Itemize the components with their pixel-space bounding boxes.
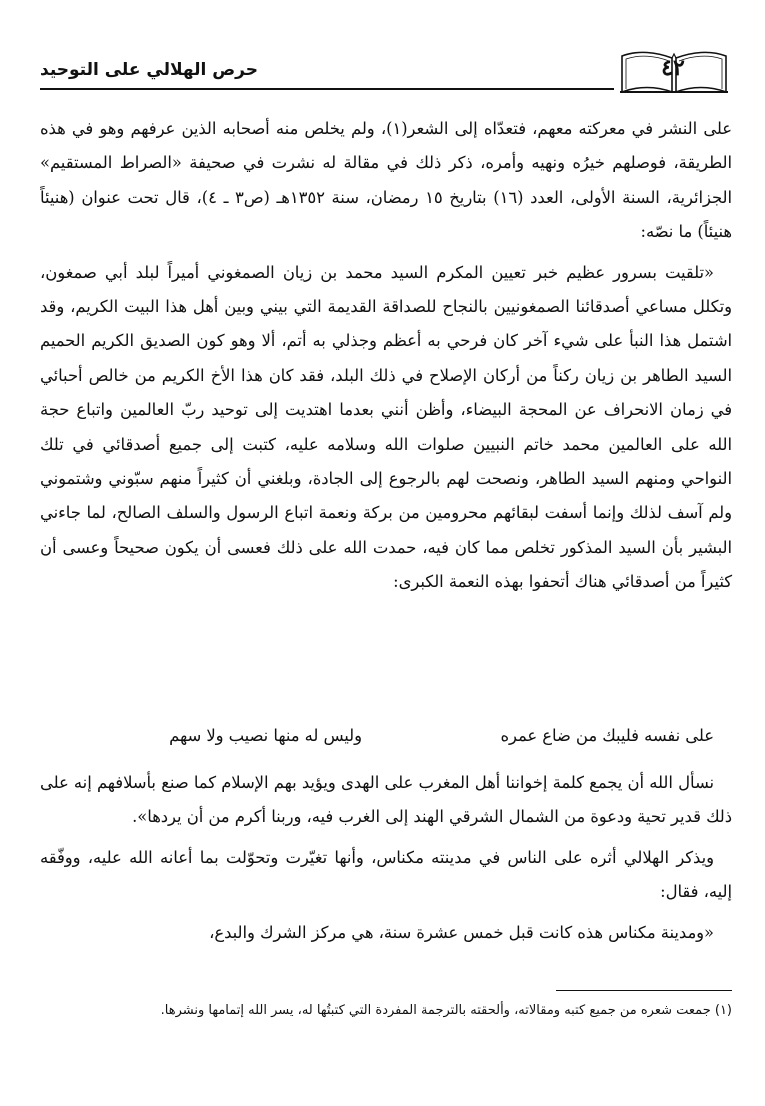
- main-text-lower: [40, 766, 732, 950]
- verse-first-hemistich: على نفسه فليبك من ضاع عمره: [500, 726, 714, 745]
- paragraph-3: نسأل الله أن يجمع كلمة إخواننا أهل المغرب على الهدى ويؤيد بهم الإسلام كما صنع بأسلافهم إنه على ذلك قدير تحية ودعوة من الشمال الشرقي الهند إلى الغرب فيه، وربنا أكرم من أن يردها».: [40, 773, 732, 827]
- paragraph-2-quote: «تلقيت بسرور عظيم خبر تعيين المكرم السيد محمد بن زيان الصمغوني أميراً لبلد أبي صمغون، وتكلل مساعي أصدقائنا الصمغونيين بالنجاح للصداقة القديمة التي بيني وبين أهل هذا البيت الكريم، وقد اشتمل هذا النبأ على شيء آخر كان فرحي به أعظم وجذلي به أتم، ألا وهو كون الصديق الكريم الحميم السيد الطاهر بن زيان ركناً من أركان الإصلاح في ذلك البلد، فقد كان هذا الأخ الكريم من خالص أحبائي في زمان الانحراف عن المحجة البيضاء، وأظن أنني بعدما اهتديت إلى توحيد ربّ العالمين واتباع حجة الله على العالمين محمد خاتم النبيين صلوات الله وسلامه عليه، كتبت إلى جميع أصدقائي في تلك النواحي ومنهم السيد الطاهر، ونصحت لهم بالرجوع إلى الجادة، وبلغني أن كثيراً منهم سبّوني وشتموني ولم آسف لذلك وإنما أسفت لبقائهم محرومين من بركة ونعمة اتباع الرسول والسلف الصالح، لما جاءني البشير بأن السيد المذكور تخلص مما كان فيه، حمدت الله على ذلك فعسى أن يكون صحيحاً وعسى أن كثيراً من أصدقائي هناك أتحفوا بهذه النعمة الكبرى:: [40, 262, 732, 592]
- paragraph-5-quote: «ومدينة مكناس هذه كانت قبل خمس عشرة سنة، هي مركز الشرك والبدع،: [209, 922, 714, 942]
- paragraph-1: على النشر في معركته معهم، فتعدّاه إلى الشعر(١)، ولم يخلص منه أصحابه الذين عرفهم وهو في هذه الطريقة، فوصلهم خيرُه ونهيه وأمره، ذكر ذلك في مقالة له نشرت في صحيفة «الصراط المستقيم» الجزائرية، السنة الأولى، العدد (١٦) بتاريخ ١٥ رمضان، سنة ١٣٥٢هـ (ص٣ ـ ٤)، قال تحت عنوان (هنيئاً هنيئاً) ما نصّه:: [40, 119, 733, 242]
- paragraph-4: ويذكر الهلالي أثره على الناس في مدينته مكناس، وأنها تغيّرت وتحوّلت بما أعانه الله عليه، ووفّقه إليه، فقال:: [40, 847, 732, 902]
- footnote: [40, 998, 732, 1024]
- poetry-verse: [40, 726, 732, 762]
- page-number: ٤٢: [661, 55, 685, 81]
- footnote-rule: [556, 990, 732, 991]
- footnote-1: (١) جمعت شعره من جميع كتبه ومقالاته، وألحقته بالترجمة المفردة التي كتبتُها له، يسر الله إتمامها ونشرها.: [160, 1003, 732, 1018]
- verse-second-hemistich: وليس له منها نصيب ولا سهم: [169, 726, 362, 745]
- page-header: [40, 48, 732, 100]
- main-text-upper: [40, 112, 732, 600]
- header-rule: [40, 88, 614, 90]
- running-title: حرص الهلالي على التوحيد: [40, 60, 258, 80]
